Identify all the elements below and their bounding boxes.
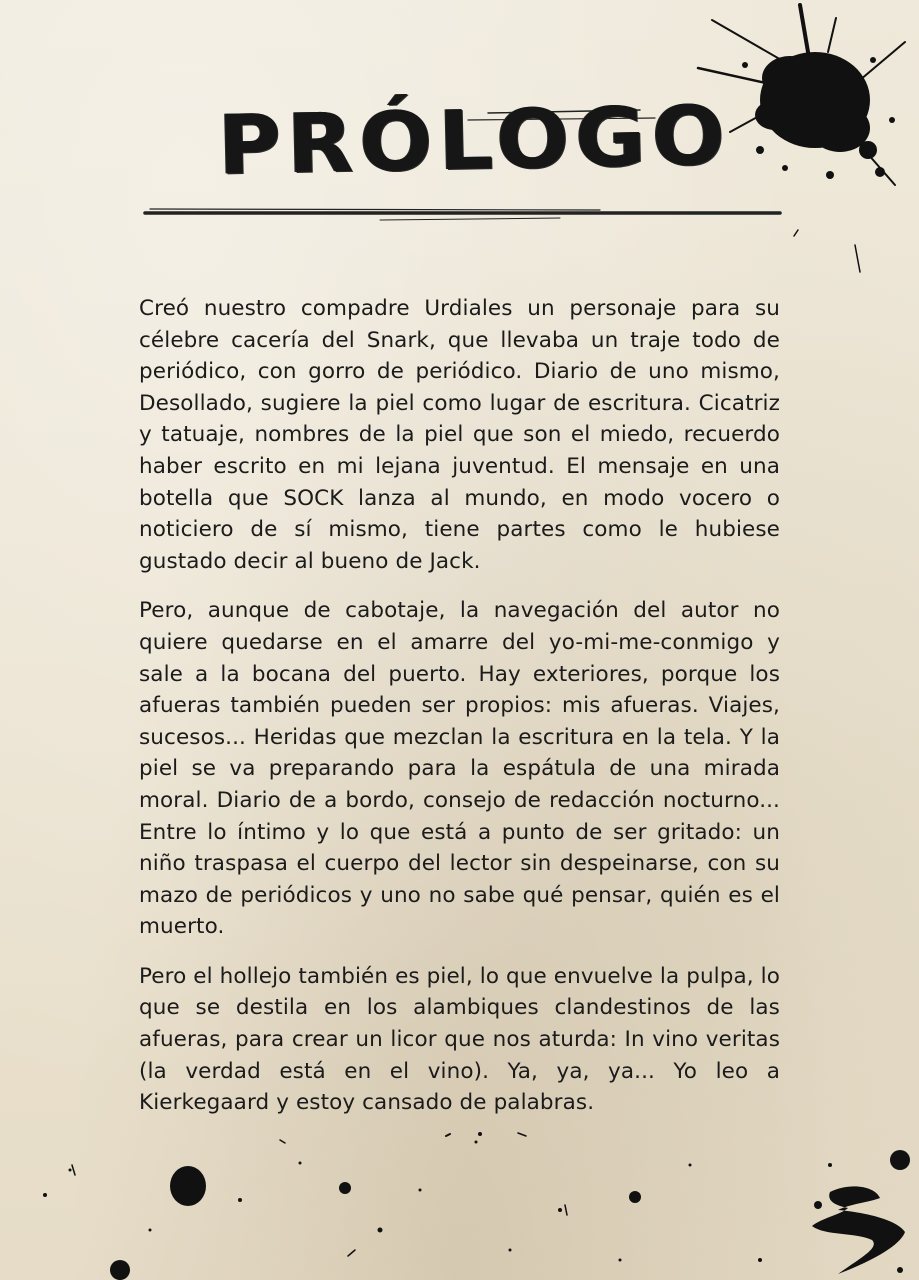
paragraph-2: Pero, aunque de cabotaje, la navegación del autor no quiere quedarse en el amarre del yo-mi-me-conmigo y sale a la bocana del puerto. Hay exteriores, porque los afueras también pueden ser propios: mis afueras. Viajes, sucesos... Heridas que mezclan la escritura en la tela. Y la piel se va preparando para la espátula de una mirada moral. Diario de a bordo, consejo de redacción nocturno... Entre lo íntimo y lo que está a punto de ser gritado: un niño traspasa el cuerpo del lector sin despeinarse, con su mazo de periódicos y uno no sabe qué pensar, quién es el muerto. <box>139 598 780 940</box>
prologue-text <box>139 293 780 1137</box>
title-area <box>0 0 919 240</box>
paragraph-1: Creó nuestro compadre Urdiales un personaje para su célebre cacería del Snark, que llevaba un traje todo de periódico, con gorro de periódico. Diario de uno mismo, Desollado, sugiere la piel como lugar de escritura. Cicatriz y tatuaje, nombres de la piel que son el miedo, recuerdo haber escrito en mi lejana juventud. El mensaje en una botella que SOCK lanza al mundo, en modo vocero o noticiero de sí mismo, tiene partes como le hubiese gustado decir al bueno de Jack. <box>139 296 780 574</box>
page-title: PRÓLOGO <box>217 88 732 194</box>
paragraph-3: Pero el hollejo también es piel, lo que envuelve la pulpa, lo que se destila en los alambiques clandestinos de las afueras, para crear un licor que nos aturda: In vino veritas (la verdad está en el vino). Ya, ya, ya... Yo leo a Kierkegaard y estoy cansado de palabras. <box>139 963 780 1116</box>
